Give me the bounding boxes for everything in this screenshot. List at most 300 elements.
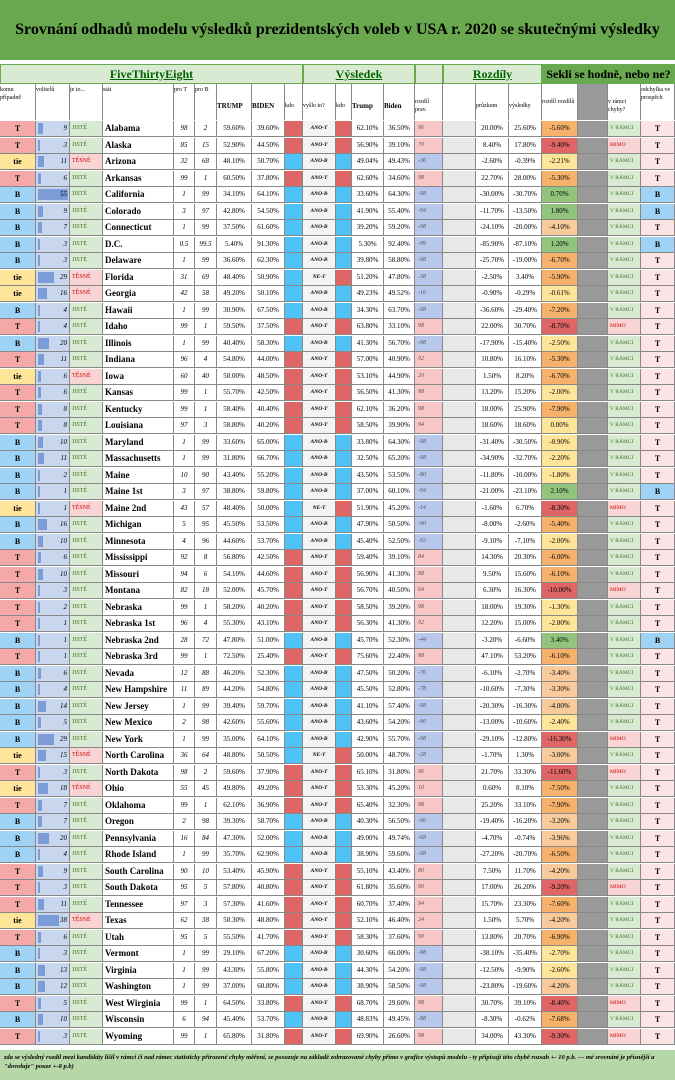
cell-v-ramci: V RÁMCI bbox=[608, 286, 641, 301]
volitelu-bar bbox=[38, 602, 40, 613]
cell-gap bbox=[443, 154, 476, 169]
cell-odchylka: B bbox=[641, 204, 675, 219]
cell-prot: 97 bbox=[174, 418, 195, 433]
cell-gray bbox=[578, 616, 608, 631]
cell-rozdil-prav: 96 bbox=[415, 121, 443, 136]
cell-pruzkum: -4.70% bbox=[476, 831, 509, 846]
cell-pruzkum: -17.90% bbox=[476, 336, 509, 351]
cell-trump2: 51.20% bbox=[352, 270, 384, 285]
cell-prob: 98 bbox=[195, 814, 217, 829]
volitelu-bar bbox=[38, 156, 44, 167]
cell-volitelu: 6 bbox=[36, 666, 70, 681]
cell-kdo2 bbox=[336, 847, 352, 862]
cell-gap bbox=[443, 781, 476, 796]
cell-biden: 44.00% bbox=[252, 352, 285, 367]
cell-prob: 99 bbox=[195, 963, 217, 978]
cell-kdo2 bbox=[336, 831, 352, 846]
header-v-ramci: v rámci chyby? bbox=[608, 84, 641, 120]
cell-kdo bbox=[285, 501, 303, 516]
cell-rozdil-rozdilu: -8.40% bbox=[542, 996, 578, 1011]
cell-stat: Nebraska 1st bbox=[103, 616, 174, 631]
cell-gap bbox=[443, 913, 476, 928]
volitelu-bar bbox=[38, 387, 41, 398]
cell-vyslo: ANO-T bbox=[303, 930, 336, 945]
cell-stat: New Hampshire bbox=[103, 682, 174, 697]
cell-gap bbox=[443, 303, 476, 318]
cell-rozdil-prav: 98 bbox=[415, 385, 443, 400]
cell-volitelu: 5 bbox=[36, 715, 70, 730]
cell-volitelu: 4 bbox=[36, 319, 70, 334]
cell-jeto: JISTÉ bbox=[70, 831, 103, 846]
header-rozdil-prav: rozdíl prav. bbox=[415, 84, 443, 120]
cell-prob: 1 bbox=[195, 996, 217, 1011]
cell-volitelu: 4 bbox=[36, 847, 70, 862]
cell-biden2: 59.60% bbox=[384, 847, 415, 862]
cell-prob: 99 bbox=[195, 732, 217, 747]
cell-prot: 95 bbox=[174, 880, 195, 895]
cell-prot: 1 bbox=[174, 946, 195, 961]
cell-pruzkum: -11.70% bbox=[476, 204, 509, 219]
table-row bbox=[0, 831, 675, 847]
cell-komu: tie bbox=[0, 501, 36, 516]
cell-trump: 48.40% bbox=[217, 501, 252, 516]
cell-prob: 72 bbox=[195, 633, 217, 648]
cell-prot: 94 bbox=[174, 567, 195, 582]
cell-biden: 91.30% bbox=[252, 237, 285, 252]
cell-trump: 38.80% bbox=[217, 484, 252, 499]
cell-stat: Kansas bbox=[103, 385, 174, 400]
cell-biden2: 32.30% bbox=[384, 798, 415, 813]
cell-odchylka: T bbox=[641, 501, 675, 516]
cell-v-ramci: V RÁMCI bbox=[608, 913, 641, 928]
cell-kdo bbox=[285, 253, 303, 268]
cell-jeto: TĚSNÉ bbox=[70, 286, 103, 301]
cell-kdo bbox=[285, 286, 303, 301]
cell-vysledky: 25.90% bbox=[509, 402, 542, 417]
cell-vyslo: ANO-B bbox=[303, 715, 336, 730]
table-row bbox=[0, 402, 675, 418]
cell-pruzkum: 21.70% bbox=[476, 765, 509, 780]
cell-rozdil-rozdilu: -6.90% bbox=[542, 930, 578, 945]
cell-kdo bbox=[285, 946, 303, 961]
cell-rozdil-rozdilu: -3.20% bbox=[542, 814, 578, 829]
cell-gap bbox=[443, 946, 476, 961]
cell-odchylka: T bbox=[641, 963, 675, 978]
cell-prob: 97 bbox=[195, 204, 217, 219]
cell-kdo bbox=[285, 666, 303, 681]
cell-pruzkum: 0.60% bbox=[476, 781, 509, 796]
cell-trump2: 58.30% bbox=[352, 930, 384, 945]
cell-kdo2 bbox=[336, 501, 352, 516]
cell-biden: 54.80% bbox=[252, 682, 285, 697]
cell-trump2: 47.90% bbox=[352, 517, 384, 532]
section-vysledek: Výsledek bbox=[303, 64, 415, 84]
cell-pruzkum: -31.40% bbox=[476, 435, 509, 450]
cell-biden: 45.70% bbox=[252, 583, 285, 598]
table-row bbox=[0, 979, 675, 995]
cell-komu: T bbox=[0, 930, 36, 945]
section-fte: FiveThirtyEight bbox=[0, 64, 303, 84]
cell-volitelu: 13 bbox=[36, 963, 70, 978]
cell-volitelu: 3 bbox=[36, 946, 70, 961]
cell-gray bbox=[578, 121, 608, 136]
cell-gray bbox=[578, 385, 608, 400]
cell-gray bbox=[578, 666, 608, 681]
cell-vyslo: NE-T bbox=[303, 748, 336, 763]
cell-rozdil-prav: 98 bbox=[415, 798, 443, 813]
cell-biden: 45.90% bbox=[252, 864, 285, 879]
cell-pruzkum: 13.80% bbox=[476, 930, 509, 945]
cell-biden: 40.20% bbox=[252, 600, 285, 615]
cell-v-ramci: V RÁMCI bbox=[608, 715, 641, 730]
cell-trump2: 58.50% bbox=[352, 418, 384, 433]
cell-biden: 55.60% bbox=[252, 715, 285, 730]
cell-biden: 53.70% bbox=[252, 534, 285, 549]
cell-vysledky: -29.40% bbox=[509, 303, 542, 318]
cell-rozdil-prav: 80 bbox=[415, 864, 443, 879]
cell-biden2: 36.50% bbox=[384, 121, 415, 136]
cell-vyslo: ANO-B bbox=[303, 1012, 336, 1027]
cell-trump: 31.80% bbox=[217, 451, 252, 466]
cell-trump2: 61.80% bbox=[352, 880, 384, 895]
cell-stat: Delaware bbox=[103, 253, 174, 268]
cell-rozdil-prav: -38 bbox=[415, 270, 443, 285]
cell-vyslo: ANO-B bbox=[303, 286, 336, 301]
volitelu-bar bbox=[38, 717, 41, 728]
cell-stat: Tennessee bbox=[103, 897, 174, 912]
cell-gap bbox=[443, 534, 476, 549]
cell-komu: T bbox=[0, 864, 36, 879]
cell-odchylka: T bbox=[641, 121, 675, 136]
table-row bbox=[0, 253, 675, 269]
cell-v-ramci: MIMO bbox=[608, 765, 641, 780]
header-rozdil-rozdilu: rozdíl rozdílů bbox=[542, 84, 578, 120]
cell-trump2: 49.04% bbox=[352, 154, 384, 169]
cell-komu: B bbox=[0, 237, 36, 252]
table-row bbox=[0, 484, 675, 500]
cell-trump: 29.10% bbox=[217, 946, 252, 961]
cell-kdo2 bbox=[336, 171, 352, 186]
cell-volitelu: 16 bbox=[36, 517, 70, 532]
cell-gray bbox=[578, 682, 608, 697]
cell-trump2: 58.50% bbox=[352, 600, 384, 615]
cell-rozdil-prav: -68 bbox=[415, 831, 443, 846]
cell-komu: T bbox=[0, 385, 36, 400]
cell-rozdil-rozdilu: -0.61% bbox=[542, 286, 578, 301]
cell-komu: T bbox=[0, 352, 36, 367]
cell-prob: 38 bbox=[195, 913, 217, 928]
cell-rozdil-rozdilu: -2.70% bbox=[542, 946, 578, 961]
cell-stat: California bbox=[103, 187, 174, 202]
cell-vyslo: ANO-B bbox=[303, 435, 336, 450]
cell-kdo bbox=[285, 963, 303, 978]
cell-gap bbox=[443, 550, 476, 565]
cell-rozdil-rozdilu: -7.20% bbox=[542, 303, 578, 318]
cell-kdo bbox=[285, 517, 303, 532]
cell-rozdil-rozdilu: -5.90% bbox=[542, 270, 578, 285]
cell-stat: Minnesota bbox=[103, 534, 174, 549]
cell-biden2: 40.50% bbox=[384, 583, 415, 598]
volitelu-bar bbox=[38, 288, 47, 299]
cell-v-ramci: V RÁMCI bbox=[608, 369, 641, 384]
volitelu-bar bbox=[38, 255, 40, 266]
cell-kdo bbox=[285, 451, 303, 466]
cell-rozdil-rozdilu: -2.20% bbox=[542, 451, 578, 466]
cell-gray bbox=[578, 583, 608, 598]
cell-prob: 97 bbox=[195, 484, 217, 499]
cell-volitelu: 2 bbox=[36, 600, 70, 615]
cell-gap bbox=[443, 286, 476, 301]
cell-trump: 42.60% bbox=[217, 715, 252, 730]
volitelu-bar bbox=[38, 519, 47, 530]
cell-pruzkum: -2.50% bbox=[476, 270, 509, 285]
cell-odchylka: T bbox=[641, 220, 675, 235]
cell-odchylka: T bbox=[641, 913, 675, 928]
volitelu-bar bbox=[38, 272, 54, 283]
cell-gap bbox=[443, 121, 476, 136]
cell-trump: 30.90% bbox=[217, 303, 252, 318]
cell-odchylka: T bbox=[641, 534, 675, 549]
cell-gap bbox=[443, 418, 476, 433]
cell-rozdil-prav: -78 bbox=[415, 682, 443, 697]
cell-rozdil-rozdilu: -7.90% bbox=[542, 402, 578, 417]
cell-vyslo: ANO-B bbox=[303, 154, 336, 169]
cell-komu: T bbox=[0, 765, 36, 780]
cell-kdo2 bbox=[336, 402, 352, 417]
cell-gap bbox=[443, 501, 476, 516]
cell-prot: 98 bbox=[174, 765, 195, 780]
cell-vysledky: 11.70% bbox=[509, 864, 542, 879]
cell-kdo2 bbox=[336, 567, 352, 582]
cell-rozdil-prav: 94 bbox=[415, 418, 443, 433]
cell-kdo bbox=[285, 468, 303, 483]
cell-odchylka: T bbox=[641, 847, 675, 862]
cell-gray bbox=[578, 897, 608, 912]
cell-trump2: 41.30% bbox=[352, 336, 384, 351]
cell-prob: 8 bbox=[195, 550, 217, 565]
cell-trump: 50.30% bbox=[217, 913, 252, 928]
cell-jeto: JISTÉ bbox=[70, 468, 103, 483]
cell-rozdil-prav: 90 bbox=[415, 930, 443, 945]
cell-odchylka: T bbox=[641, 583, 675, 598]
cell-kdo bbox=[285, 319, 303, 334]
cell-jeto: JISTÉ bbox=[70, 765, 103, 780]
cell-komu: T bbox=[0, 1029, 36, 1044]
cell-vyslo: ANO-B bbox=[303, 237, 336, 252]
cell-jeto: JISTÉ bbox=[70, 220, 103, 235]
cell-trump2: 48.83% bbox=[352, 1012, 384, 1027]
volitelu-bar bbox=[38, 684, 40, 695]
cell-trump: 37.50% bbox=[217, 220, 252, 235]
table-row bbox=[0, 814, 675, 830]
cell-kdo bbox=[285, 847, 303, 862]
cell-odchylka: T bbox=[641, 831, 675, 846]
cell-vyslo: ANO-B bbox=[303, 336, 336, 351]
cell-trump: 60.50% bbox=[217, 171, 252, 186]
cell-rozdil-prav: 70 bbox=[415, 138, 443, 153]
cell-volitelu: 6 bbox=[36, 171, 70, 186]
cell-rozdil-prav: -36 bbox=[415, 154, 443, 169]
cell-odchylka: T bbox=[641, 699, 675, 714]
cell-prot: 99 bbox=[174, 171, 195, 186]
cell-odchylka: T bbox=[641, 369, 675, 384]
cell-v-ramci: V RÁMCI bbox=[608, 451, 641, 466]
cell-vysledky: 39.10% bbox=[509, 996, 542, 1011]
cell-biden: 37.90% bbox=[252, 765, 285, 780]
cell-pruzkum: -23.80% bbox=[476, 979, 509, 994]
volitelu-bar bbox=[38, 948, 40, 959]
cell-komu: B bbox=[0, 468, 36, 483]
cell-stat: Nebraska bbox=[103, 600, 174, 615]
cell-vysledky: 1.30% bbox=[509, 748, 542, 763]
cell-trump2: 34.30% bbox=[352, 303, 384, 318]
cell-prot: 1 bbox=[174, 699, 195, 714]
cell-jeto: JISTÉ bbox=[70, 138, 103, 153]
cell-volitelu: 29 bbox=[36, 270, 70, 285]
cell-kdo2 bbox=[336, 765, 352, 780]
cell-pruzkum: -38.10% bbox=[476, 946, 509, 961]
cell-stat: Arkansas bbox=[103, 171, 174, 186]
cell-komu: B bbox=[0, 699, 36, 714]
cell-rozdil-rozdilu: -6.50% bbox=[542, 847, 578, 862]
table-row bbox=[0, 913, 675, 929]
cell-v-ramci: V RÁMCI bbox=[608, 979, 641, 994]
cell-biden: 53.50% bbox=[252, 517, 285, 532]
cell-rozdil-rozdilu: -6.10% bbox=[542, 567, 578, 582]
cell-gray bbox=[578, 633, 608, 648]
cell-komu: B bbox=[0, 831, 36, 846]
cell-prob: 88 bbox=[195, 666, 217, 681]
cell-prob: 1 bbox=[195, 649, 217, 664]
cell-stat: South Dakota bbox=[103, 880, 174, 895]
cell-biden2: 45.20% bbox=[384, 501, 415, 516]
cell-trump2: 62.10% bbox=[352, 121, 384, 136]
volitelu-bar bbox=[38, 305, 40, 316]
header-jeto: je to... bbox=[70, 84, 103, 120]
cell-kdo2 bbox=[336, 336, 352, 351]
cell-biden2: 39.10% bbox=[384, 138, 415, 153]
cell-vysledky: -13.50% bbox=[509, 204, 542, 219]
cell-biden2: 31.80% bbox=[384, 765, 415, 780]
cell-trump2: 32.50% bbox=[352, 451, 384, 466]
cell-jeto: JISTÉ bbox=[70, 732, 103, 747]
cell-vysledky: 23.30% bbox=[509, 897, 542, 912]
cell-prot: 98 bbox=[174, 121, 195, 136]
table-row bbox=[0, 963, 675, 979]
cell-v-ramci: V RÁMCI bbox=[608, 616, 641, 631]
cell-biden: 67.50% bbox=[252, 303, 285, 318]
cell-biden: 52.00% bbox=[252, 831, 285, 846]
cell-prob: 5 bbox=[195, 930, 217, 945]
cell-vyslo: ANO-B bbox=[303, 253, 336, 268]
cell-trump: 52.00% bbox=[217, 583, 252, 598]
cell-trump: 39.40% bbox=[217, 699, 252, 714]
cell-biden: 55.80% bbox=[252, 963, 285, 978]
cell-gap bbox=[443, 319, 476, 334]
cell-prot: 92 bbox=[174, 550, 195, 565]
cell-gap bbox=[443, 699, 476, 714]
cell-rozdil-rozdilu: -1.30% bbox=[542, 600, 578, 615]
cell-pruzkum: -19.40% bbox=[476, 814, 509, 829]
cell-gray bbox=[578, 715, 608, 730]
cell-jeto: JISTÉ bbox=[70, 864, 103, 879]
cell-gap bbox=[443, 633, 476, 648]
cell-trump: 48.40% bbox=[217, 270, 252, 285]
cell-prot: 62 bbox=[174, 913, 195, 928]
cell-komu: B bbox=[0, 633, 36, 648]
cell-komu: B bbox=[0, 451, 36, 466]
cell-rozdil-rozdilu: -1.80% bbox=[542, 468, 578, 483]
cell-biden2: 49.74% bbox=[384, 831, 415, 846]
cell-gap bbox=[443, 748, 476, 763]
cell-gap bbox=[443, 369, 476, 384]
cell-vysledky: -9.90% bbox=[509, 963, 542, 978]
cell-kdo2 bbox=[336, 616, 352, 631]
cell-prob: 99 bbox=[195, 187, 217, 202]
cell-rozdil-rozdilu: -2.80% bbox=[542, 616, 578, 631]
cell-prot: 96 bbox=[174, 352, 195, 367]
cell-gap bbox=[443, 798, 476, 813]
cell-v-ramci: V RÁMCI bbox=[608, 946, 641, 961]
cell-kdo bbox=[285, 385, 303, 400]
cell-vysledky: -32.70% bbox=[509, 451, 542, 466]
volitelu-bar bbox=[38, 338, 49, 349]
cell-prob: 2 bbox=[195, 765, 217, 780]
volitelu-bar bbox=[38, 404, 42, 415]
cell-jeto: JISTÉ bbox=[70, 336, 103, 351]
cell-odchylka: T bbox=[641, 864, 675, 879]
cell-volitelu: 5 bbox=[36, 996, 70, 1011]
cell-komu: tie bbox=[0, 286, 36, 301]
cell-stat: Maryland bbox=[103, 435, 174, 450]
header-kdo: kdo bbox=[285, 84, 303, 120]
cell-prob: 18 bbox=[195, 583, 217, 598]
cell-stat: North Carolina bbox=[103, 748, 174, 763]
cell-prot: 55 bbox=[174, 781, 195, 796]
cell-trump2: 55.10% bbox=[352, 864, 384, 879]
cell-v-ramci: V RÁMCI bbox=[608, 798, 641, 813]
cell-kdo bbox=[285, 798, 303, 813]
cell-rozdil-rozdilu: 3.40% bbox=[542, 633, 578, 648]
cell-vysledky: 20.70% bbox=[509, 930, 542, 945]
cell-kdo2 bbox=[336, 204, 352, 219]
cell-trump: 39.30% bbox=[217, 814, 252, 829]
cell-kdo2 bbox=[336, 880, 352, 895]
cell-trump: 58.80% bbox=[217, 418, 252, 433]
cell-rozdil-prav: -88 bbox=[415, 1012, 443, 1027]
table-row bbox=[0, 633, 675, 649]
cell-prot: 1 bbox=[174, 336, 195, 351]
cell-biden: 64.10% bbox=[252, 732, 285, 747]
cell-trump2: 51.90% bbox=[352, 501, 384, 516]
cell-rozdil-rozdilu: -3.30% bbox=[542, 682, 578, 697]
cell-kdo bbox=[285, 913, 303, 928]
volitelu-bar bbox=[38, 453, 44, 464]
cell-prot: 1 bbox=[174, 963, 195, 978]
cell-pruzkum: 7.50% bbox=[476, 864, 509, 879]
cell-gray bbox=[578, 748, 608, 763]
cell-pruzkum: -11.80% bbox=[476, 468, 509, 483]
cell-vysledky: -16.30% bbox=[509, 699, 542, 714]
cell-vyslo: ANO-B bbox=[303, 666, 336, 681]
cell-rozdil-prav: -98 bbox=[415, 220, 443, 235]
cell-gray bbox=[578, 649, 608, 664]
cell-stat: Wyoming bbox=[103, 1029, 174, 1044]
cell-pruzkum: 15.70% bbox=[476, 897, 509, 912]
cell-biden2: 54.20% bbox=[384, 963, 415, 978]
cell-odchylka: T bbox=[641, 946, 675, 961]
cell-volitelu: 8 bbox=[36, 402, 70, 417]
